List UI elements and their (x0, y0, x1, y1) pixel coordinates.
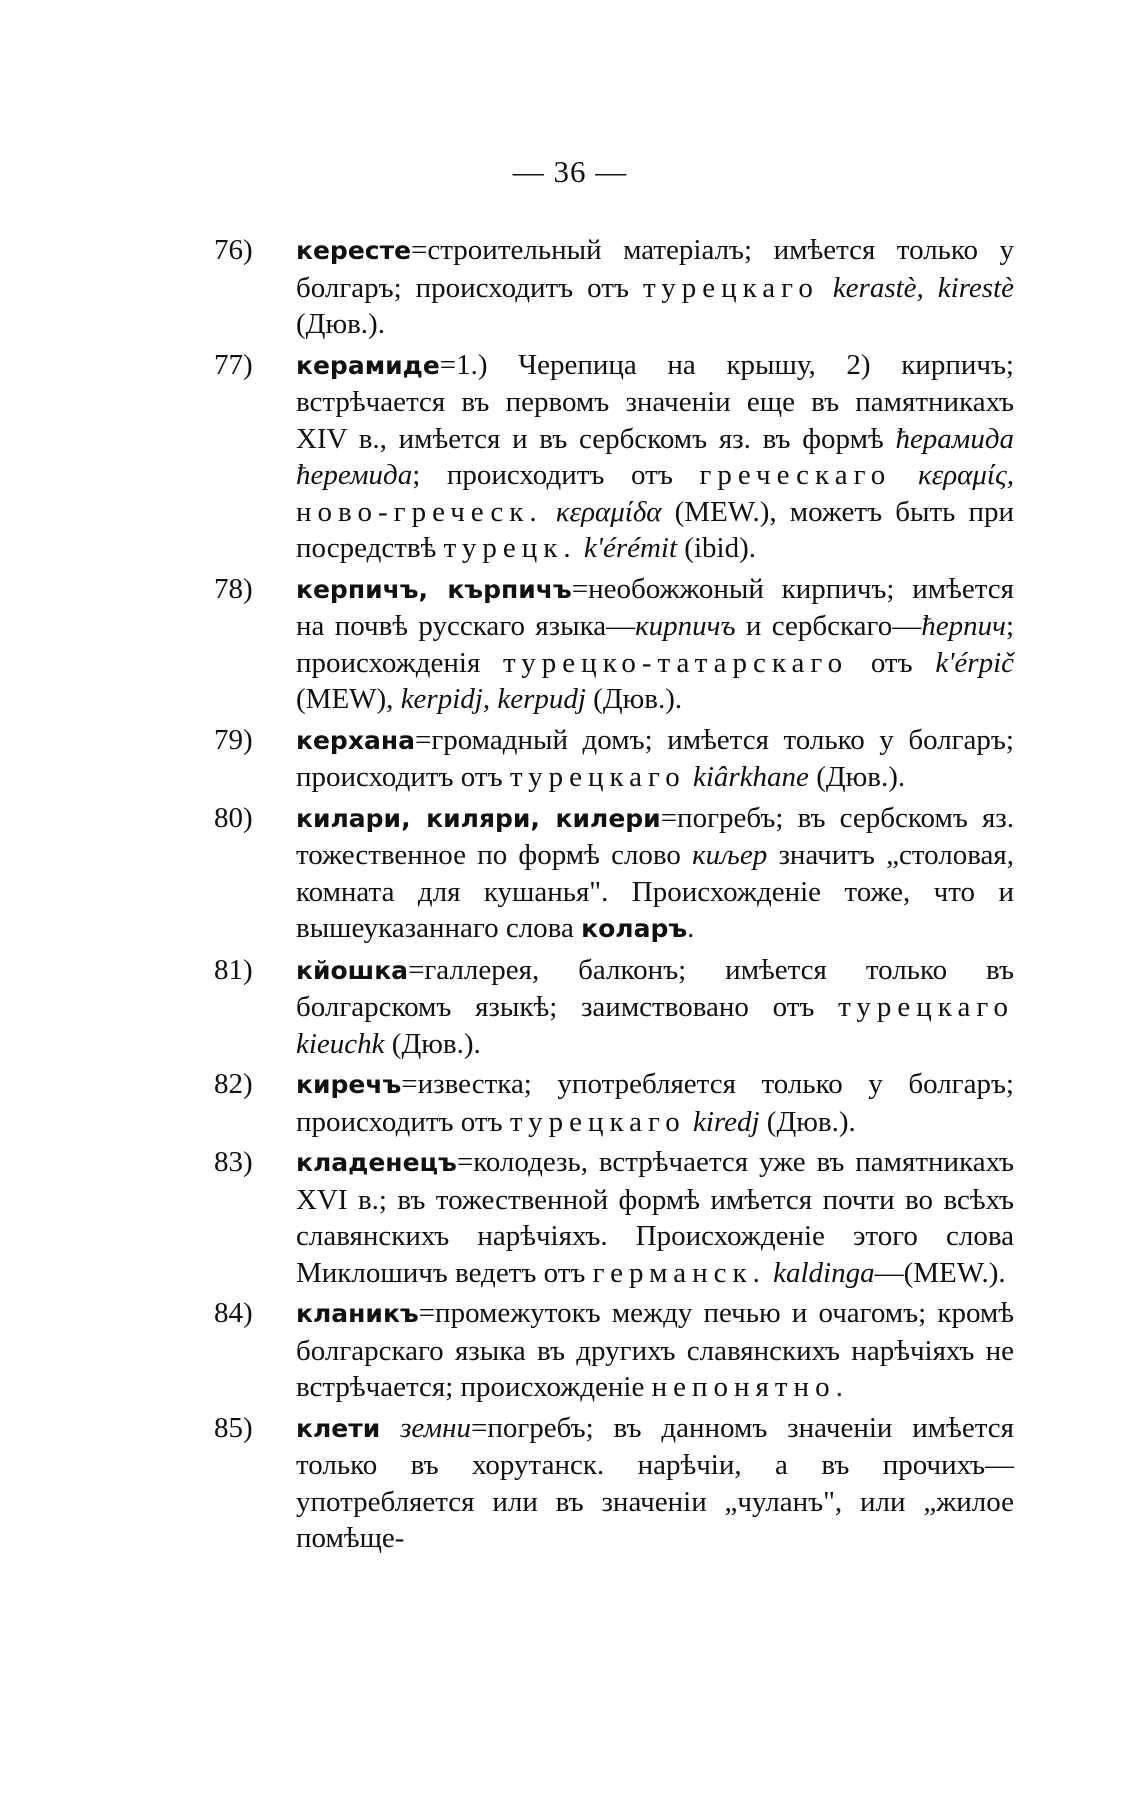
italic-term: киљер (692, 839, 768, 871)
entry-text: =необожжоный кирпичъ; имѣется на почвѣ русскаго языка— (296, 572, 1014, 642)
spaced-text: турецкаго (642, 271, 819, 304)
italic-term: кирпичъ (635, 610, 736, 642)
entry-text: (MEW.), можетъ быть при посредствѣ (296, 495, 1014, 564)
italic-term: ћерпич (921, 610, 1006, 642)
entry-text: и сербскаго— (735, 610, 922, 642)
italic-term: κεραμίδα (555, 495, 662, 528)
entry-text: =галлерея, балконъ; имѣется только въ болгарскомъ языкѣ; заимствовано отъ (296, 953, 1014, 1023)
entry-80 (214, 800, 1014, 948)
entry-headword: керхана (296, 725, 415, 755)
entry-number: 80) (214, 801, 253, 834)
entry-text: отъ (848, 646, 936, 679)
entry-text: =колодезь, встрѣчается уже въ памятникахъ XVI в.; въ тожественной формѣ имѣется почти во всѣхъ славянскихъ нарѣчіяхъ. Происхожденіе этого слова Миклошичъ ведетъ отъ (296, 1146, 1014, 1289)
entry-headword: киречъ (296, 1070, 402, 1099)
spaced-text: германск. (592, 1256, 766, 1289)
entry-82 (214, 1066, 1014, 1140)
spaced-text: греческаго (699, 459, 892, 491)
entry-number: 85) (214, 1411, 253, 1444)
spaced-text: непонятно (651, 1371, 836, 1403)
entry-number: 77) (214, 348, 253, 381)
entry-text: =строительный матеріалъ; имѣется только у болгаръ; происходитъ отъ (296, 234, 1014, 304)
entry-text: (ibid). (677, 532, 756, 564)
entry-text: (Дюв.). (585, 683, 683, 715)
italic-term: kiârkhane (692, 761, 809, 793)
entry-text (891, 459, 918, 491)
entry-headword: керамиде (296, 350, 440, 380)
entry-text: значитъ „столовая, комната для кушанья". Происхожденіе тоже, что и вышеуказаннаго слова (296, 839, 1014, 944)
dictionary-entries (214, 232, 1014, 1561)
entry-headword: кладенецъ (296, 1148, 457, 1177)
entry-text (819, 272, 833, 304)
spaced-text: турецкаго (509, 761, 686, 793)
entry-number: 76) (214, 234, 253, 266)
spaced-text: турецко-татарскаго (503, 646, 849, 679)
entry-81 (214, 952, 1014, 1063)
entry-headword: кланикъ (296, 1299, 419, 1328)
italic-term: κεραμίς, (917, 459, 1014, 491)
spaced-text: турецк. (443, 532, 577, 564)
italic-term: земни (400, 1411, 471, 1444)
entry-83 (214, 1144, 1014, 1291)
italic-term: kerastè, kirestè (832, 271, 1015, 304)
italic-term: k'érémit (583, 532, 678, 564)
italic-term: kiredj (692, 1105, 760, 1138)
entry-number: 83) (214, 1146, 253, 1178)
page-number: — 36 — (512, 154, 628, 189)
entry-text: . (687, 912, 695, 944)
entry-78 (214, 571, 1014, 718)
spaced-text: ново-греческ. (296, 495, 543, 528)
entry-76 (214, 232, 1014, 343)
entry-text: =промежутокъ между печью и очагомъ; кромѣ болгарскаго языка въ другихъ славянскихъ нарѣчіяхъ не встрѣчается; происхожденіе (296, 1297, 1014, 1403)
entry-number: 84) (214, 1297, 253, 1329)
entry-text (577, 532, 584, 564)
entry-79 (214, 722, 1014, 796)
entry-text: (Дюв.). (296, 308, 385, 340)
entry-text (543, 496, 556, 528)
entry-headword: клети (296, 1413, 381, 1443)
entry-number: 82) (214, 1068, 253, 1100)
entry-number: 79) (214, 723, 253, 756)
entry-text (380, 1412, 400, 1444)
entry-headword: кересте (296, 236, 412, 265)
italic-term: kieuchk (296, 1027, 385, 1060)
entry-text: (MEW), (296, 683, 401, 715)
entry-text (686, 761, 693, 793)
spaced-text: турецкаго (509, 1105, 686, 1138)
entry-text: =известка; употребляется только у болгаръ; происходитъ отъ (296, 1068, 1014, 1138)
spaced-text: турецкаго (838, 991, 1014, 1023)
cross-reference-headword: коларъ (581, 914, 688, 943)
entry-headword: килари, киляри, килери (296, 803, 661, 833)
entry-85 (214, 1410, 1014, 1557)
entry-text: ; происходитъ отъ (412, 459, 700, 491)
entry-text: —(MEW.). (874, 1256, 1006, 1289)
entry-text: (Дюв.). (808, 761, 906, 793)
entry-text (686, 1106, 693, 1138)
entry-text: . (835, 1371, 843, 1403)
entry-text: ; происхожденія (296, 610, 1014, 679)
entry-text: =1.) Черепица на крышу, 2) кирпичъ; встрѣчается въ первомъ значеніи еще въ памятникахъ XIV в., имѣется и въ сербскомъ яз. въ формѣ (296, 348, 1014, 455)
italic-term: kerpidj, kerpudj (400, 683, 586, 715)
entry-number: 78) (214, 572, 253, 605)
entry-text: =погребъ; въ данномъ значеніи имѣется только въ хорутанск. нарѣчіи, а въ прочихъ—употребляется или въ значеніи „чуланъ", или „жилое помѣще- (296, 1411, 1014, 1554)
italic-term: k'érpič (935, 646, 1015, 679)
entry-text: =громадный домъ; имѣется только у болгаръ; происходитъ отъ (296, 723, 1014, 793)
entry-headword: керпичъ, кърпичъ (296, 574, 572, 604)
entry-text: (Дюв.). (759, 1105, 856, 1138)
entry-number: 81) (214, 953, 253, 986)
italic-term: kaldinga (773, 1256, 875, 1289)
entry-84 (214, 1295, 1014, 1406)
entry-77 (214, 347, 1014, 567)
entry-text: (Дюв.). (384, 1027, 481, 1060)
entry-text: =погребъ; въ сербскомъ яз. тожественное по формѣ слово (296, 801, 1015, 871)
entry-headword: кйошка (296, 955, 409, 985)
italic-term: ћерамида ћеремида (296, 422, 1014, 491)
